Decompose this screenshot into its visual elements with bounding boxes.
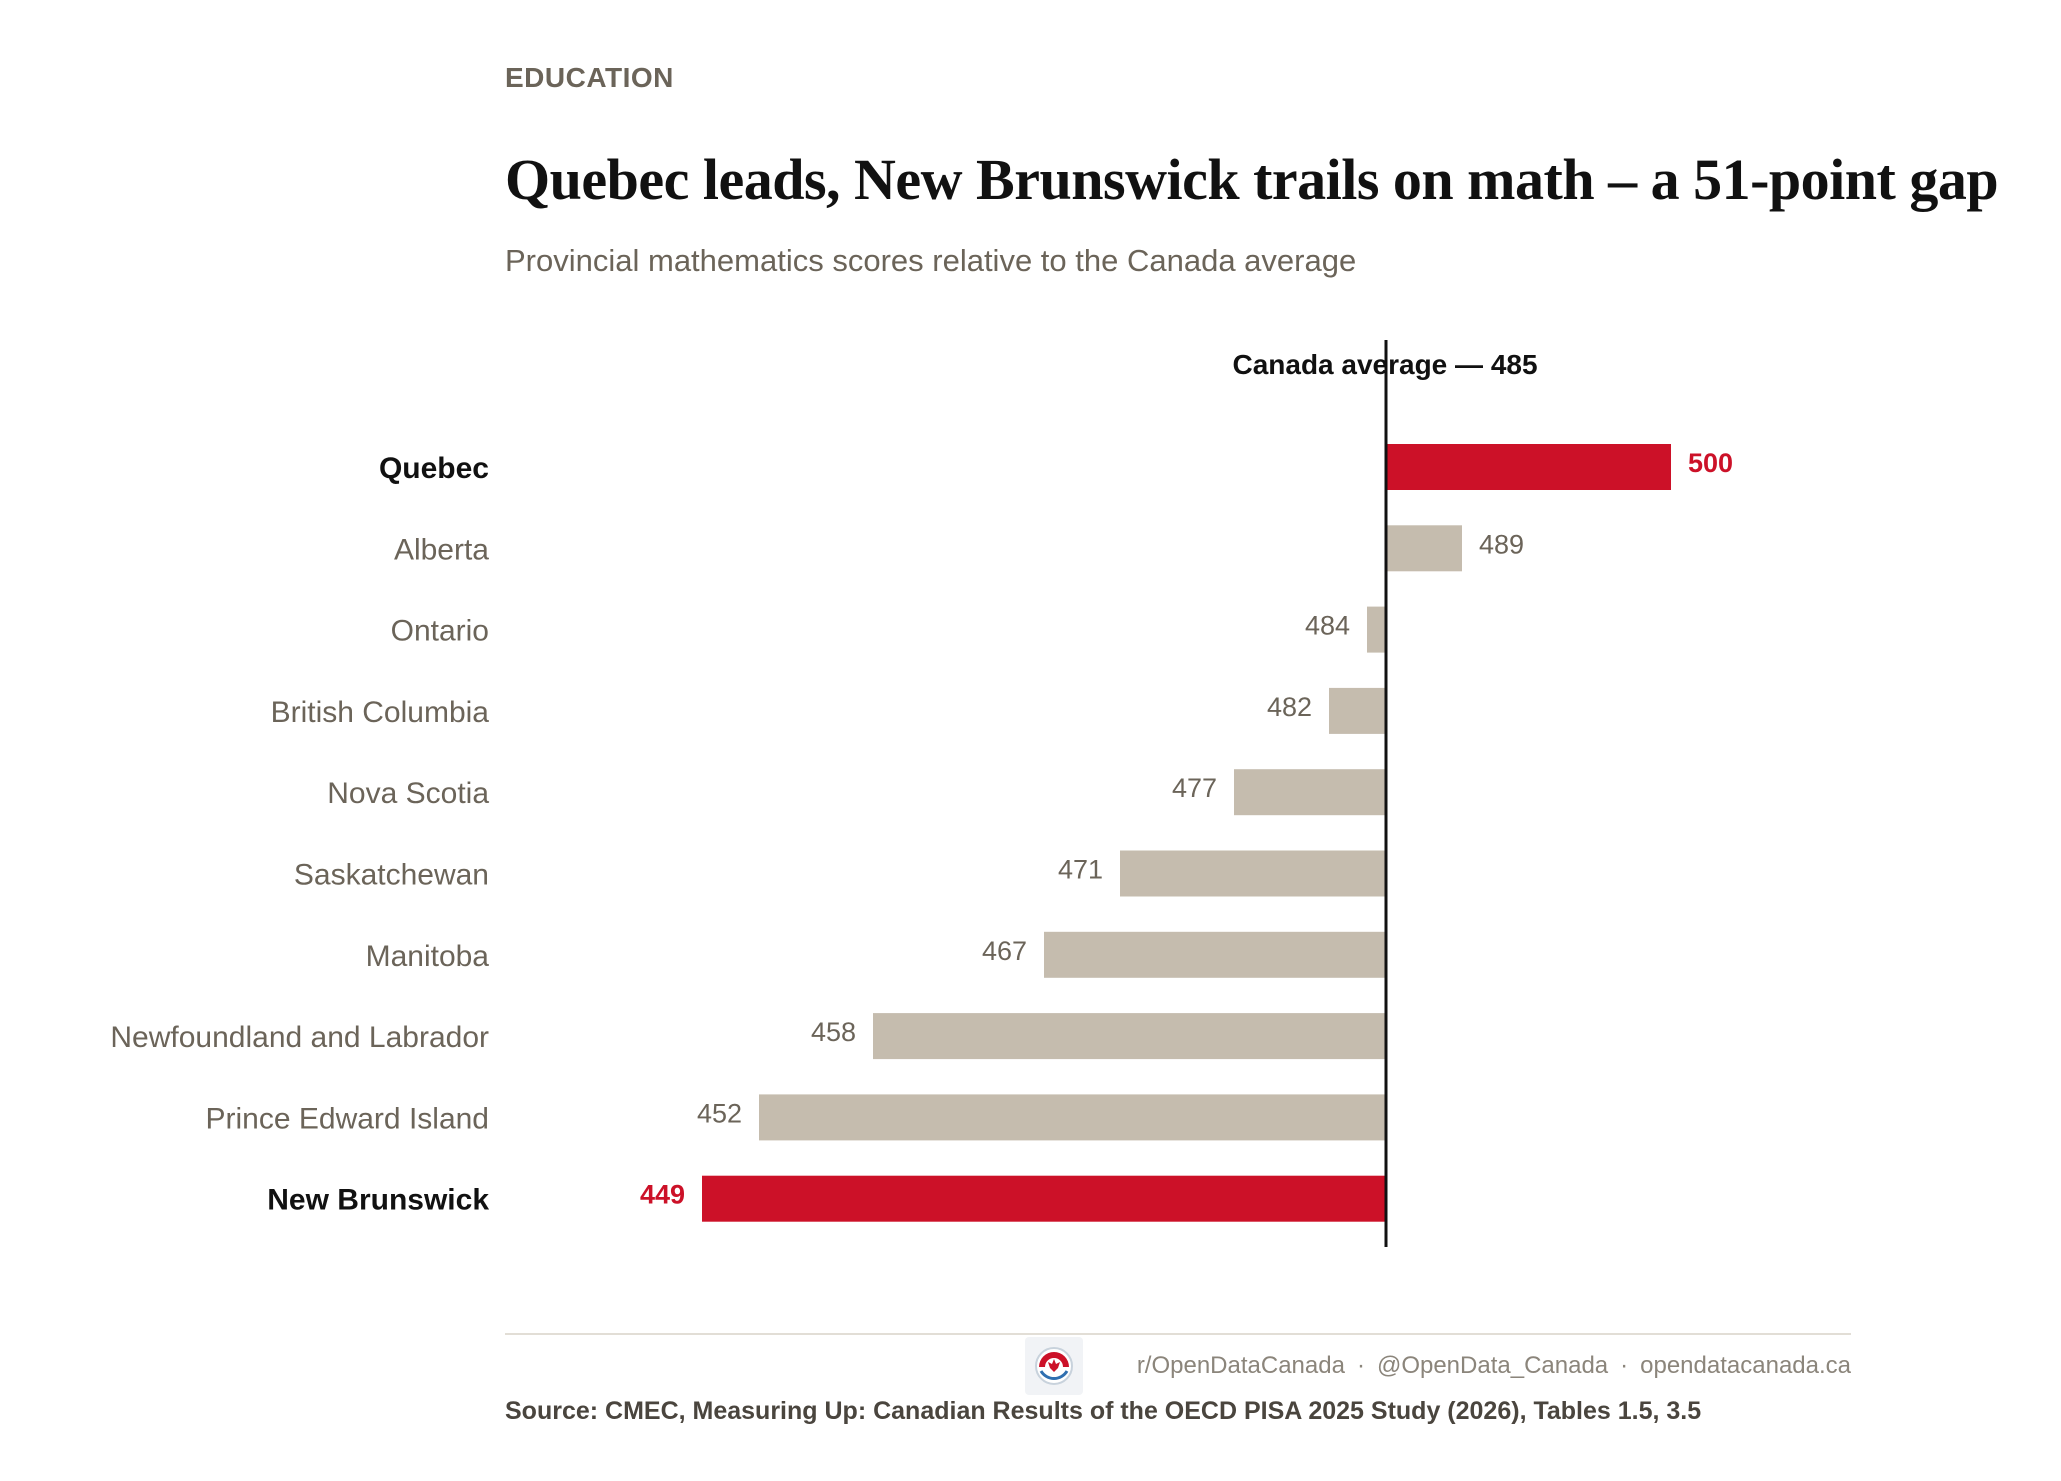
bar: [759, 1094, 1386, 1140]
credit-website-link[interactable]: opendatacanada.ca: [1640, 1352, 1851, 1379]
bar: [1120, 851, 1386, 897]
category-label: Prince Edward Island: [205, 1102, 489, 1136]
value-label: 449: [639, 1179, 685, 1210]
bar: [873, 1013, 1386, 1059]
footer-credits: [1137, 1352, 1851, 1380]
section-kicker: EDUCATION: [505, 62, 674, 93]
canada-average-label: Canada average — 485: [1232, 349, 1538, 380]
category-label: Ontario: [390, 614, 489, 648]
bar: [1329, 688, 1386, 734]
category-label: New Brunswick: [267, 1183, 489, 1217]
category-label: Alberta: [393, 533, 489, 567]
category-label: Nova Scotia: [327, 777, 489, 811]
value-label: 500: [1688, 448, 1734, 478]
category-label: Manitoba: [365, 939, 489, 973]
credit-reddit-link[interactable]: r/OpenDataCanada: [1136, 1352, 1345, 1379]
source-note: Source: CMEC, Measuring Up: Canadian Results of the OECD PISA 2025 Study (2026), Tables 1.5, 3.5: [505, 1397, 1702, 1425]
chart-title: Quebec leads, New Brunswick trails on math – a 51-point gap: [505, 147, 1999, 212]
category-label: British Columbia: [270, 695, 489, 729]
value-label: 484: [1304, 610, 1350, 641]
credit-separator: ·: [1620, 1352, 1629, 1379]
value-label: 489: [1479, 529, 1525, 560]
category-label: Newfoundland and Labrador: [110, 1021, 489, 1055]
value-label: 482: [1266, 691, 1312, 722]
category-label: Saskatchewan: [293, 858, 489, 892]
bar: [1367, 607, 1386, 653]
footer-divider: [505, 1333, 1851, 1335]
chart-subtitle: Provincial mathematics scores relative to the Canada average: [505, 243, 1357, 278]
bar: [1044, 932, 1386, 978]
value-label: 467: [981, 935, 1027, 966]
bar: [702, 1176, 1386, 1222]
bar: [1386, 444, 1671, 490]
bar: [1234, 769, 1386, 815]
bar: [1386, 525, 1462, 571]
open-data-canada-logo-icon: [1025, 1337, 1083, 1395]
value-label: 452: [696, 1098, 742, 1129]
value-label: 471: [1057, 854, 1103, 885]
credit-twitter-link[interactable]: @OpenData_Canada: [1376, 1352, 1609, 1379]
value-label: 477: [1171, 773, 1217, 804]
value-label: 458: [810, 1017, 856, 1048]
credit-separator: ·: [1356, 1352, 1365, 1379]
category-label: Quebec: [378, 452, 489, 485]
